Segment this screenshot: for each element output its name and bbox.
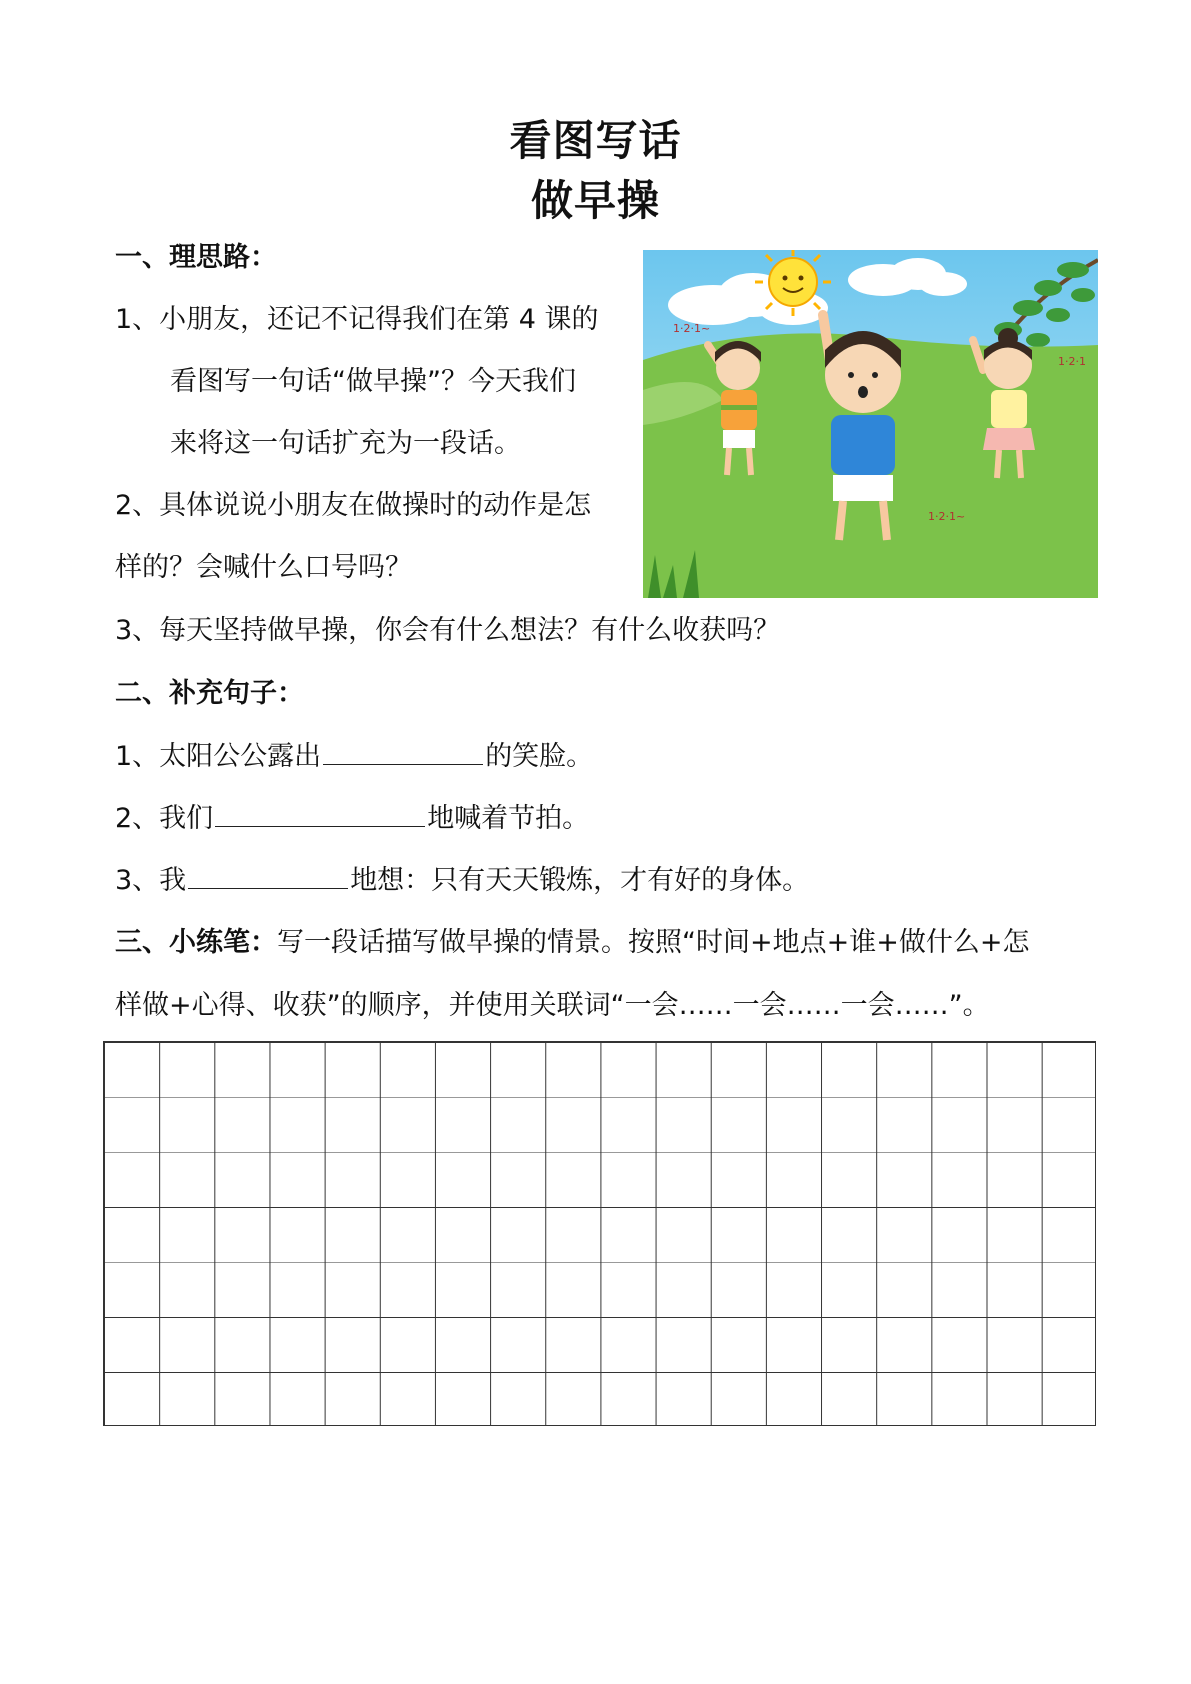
sentence3-suffix: 地想：只有天天锻炼，才有好的身体。 [350,865,810,896]
chant-label-bottom: 1·2·1~ [928,510,966,523]
page-title: 看图写话 [509,116,682,165]
page-subtitle: 做早操 [530,176,660,225]
sentence2-prefix: 2、我们 [115,803,214,834]
chant-label-left: 1·2·1~ [673,322,711,335]
q2-line1: 2、具体说说小朋友在做操时的动作是怎 [115,490,592,521]
q1-line1: 1、小朋友，还记不记得我们在第 4 课的 [115,304,599,335]
q2-line2: 样的？会喊什么口号吗？ [115,552,412,583]
section3-instruction-1: 写一段话描写做早操的情景。按照“时间+地点+谁+做什么+怎 [277,927,1030,958]
morning-exercise-illustration [643,250,1098,598]
sentence2-suffix: 地喊着节拍。 [427,803,590,834]
sentence1 [115,736,593,777]
section2-heading: 二、补充句子： [115,678,304,709]
sentence2-blank[interactable] [215,798,425,827]
sentence3-blank[interactable] [188,860,348,889]
sentence1-prefix: 1、太阳公公露出 [115,741,322,772]
q3-line: 3、每天坚持做早操，你会有什么想法？有什么收获吗？ [115,615,781,646]
section3-instruction-2: 样做+心得、收获”的顺序，并使用关联词“一会……一会……一会……”。 [115,990,990,1021]
sentence1-blank[interactable] [323,736,483,765]
section1-heading: 一、理思路： [115,242,277,273]
sentence2 [115,798,589,839]
q1-line3: 来将这一句话扩充为一段话。 [170,428,521,459]
chant-label-right: 1·2·1 [1058,355,1086,368]
section3-line1 [115,923,1029,963]
q1-line2: 看图写一句话“做早操”？今天我们 [170,366,576,397]
section3-heading: 三、小练笔： [115,927,277,958]
writing-grid[interactable] [103,1041,1096,1426]
sentence1-suffix: 的笑脸。 [485,741,594,772]
sentence3 [115,860,809,901]
sentence3-prefix: 3、我 [115,865,187,896]
